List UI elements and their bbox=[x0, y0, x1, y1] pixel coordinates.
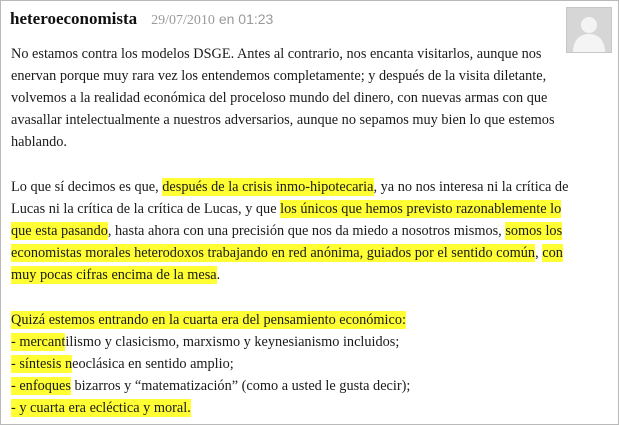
paragraph-text: , bbox=[535, 245, 543, 261]
highlighted-text: - síntesis n bbox=[11, 356, 73, 372]
paragraph-text: Lo que sí decimos es que, bbox=[11, 179, 163, 195]
list-intro bbox=[11, 309, 576, 331]
comment-time: 01:23 bbox=[238, 11, 274, 27]
comment-author[interactable]: heteroeconomista bbox=[10, 9, 138, 28]
comment-header bbox=[10, 9, 548, 31]
list-item-text: ilismo y clasicismo, marxismo y keynesianismo incluidos; bbox=[65, 334, 400, 350]
highlighted-text: - mercant bbox=[11, 334, 66, 350]
comment-date-separator: en bbox=[218, 11, 235, 27]
highlighted-text: los únicos que hemos previsto razonablemente lo que esta pasando bbox=[11, 201, 562, 239]
comment-paragraph-1: No estamos contra los modelos DSGE. Antes al contrario, nos encanta visitarlos, aunque nos enervan porque muy rara vez los entendemos completamente; y después de la visita diletante, volvemos a la realidad económica del proceloso mundo del dinero, con nuevas armas con que avasallar intelectualmente a nuestros adversarios, aunque no sepamos muy bien lo que estemos hablando. bbox=[11, 46, 555, 150]
comment-date[interactable] bbox=[151, 11, 273, 27]
paragraph-text: , ya no nos interesa ni la crítica de Lucas ni la crítica de la crítica de Lucas, y que bbox=[11, 179, 569, 217]
highlighted-text: Quizá estemos entrando en la cuarta era del pensamiento económico: bbox=[11, 312, 406, 328]
list-item bbox=[11, 375, 576, 397]
comment-paragraph-3 bbox=[11, 309, 576, 419]
comment-date-value: 29/07/2010 bbox=[151, 13, 215, 28]
highlighted-text: - y cuarta era ecléctica y moral. bbox=[11, 400, 191, 416]
highlighted-text: somos los economistas morales heterodoxos trabajando en red anónima, guiados por el sentido común bbox=[11, 223, 563, 261]
comment-paragraph-2 bbox=[11, 176, 576, 286]
highlighted-text: con muy pocas cifras encima de la mesa bbox=[11, 245, 563, 283]
highlighted-text: - enfoques bbox=[11, 378, 71, 394]
list-item-text: eoclásica en sentido amplio; bbox=[72, 356, 234, 372]
list-item bbox=[11, 397, 576, 419]
paragraph-text: . bbox=[216, 267, 221, 283]
paragraph-text: , hasta ahora con una precisión que nos da miedo a nosotros mismos, bbox=[107, 223, 506, 239]
list-item bbox=[11, 331, 576, 353]
list-item-text: bizarros y “matematización” (como a usted le gusta decir); bbox=[70, 378, 411, 394]
list-item bbox=[11, 353, 576, 375]
comment-body bbox=[11, 43, 576, 419]
highlighted-text: después de la crisis inmo-hipotecaria bbox=[162, 179, 374, 195]
